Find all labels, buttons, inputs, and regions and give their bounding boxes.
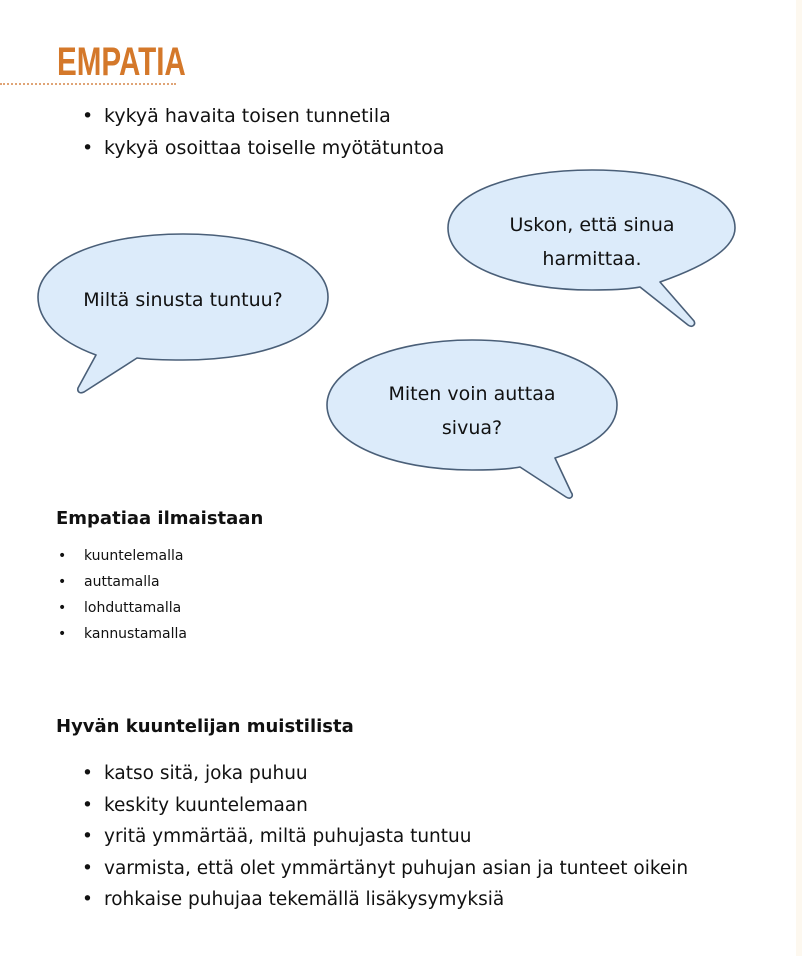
checklist-item: • keskity kuuntelemaan bbox=[82, 790, 688, 822]
bubble-2-line: Uskon, että sinua bbox=[509, 214, 675, 236]
checklist-heading: Hyvän kuuntelijan muistilista bbox=[56, 716, 354, 737]
expression-item: • lohduttamalla bbox=[58, 595, 187, 621]
checklist-item: • varmista, että olet ymmärtänyt puhujan asian ja tunteet oikein bbox=[82, 853, 688, 885]
expression-item: • auttamalla bbox=[58, 569, 187, 595]
bubble-3-line: Miten voin auttaa bbox=[388, 383, 556, 405]
definition-item: • kykyä osoittaa toiselle myötätuntoa bbox=[82, 132, 444, 164]
checklist-item: • katso sitä, joka puhuu bbox=[82, 758, 688, 790]
expression-list bbox=[58, 543, 187, 647]
bubble-1-line: Miltä sinusta tuntuu? bbox=[83, 289, 283, 311]
page-title: EMPATIA bbox=[57, 40, 186, 84]
checklist-item: • yritä ymmärtää, miltä puhujasta tuntuu bbox=[82, 821, 688, 853]
bubble-2-line: harmittaa. bbox=[542, 248, 642, 270]
checklist bbox=[82, 758, 688, 916]
bubble-3-line: sivua? bbox=[441, 417, 503, 439]
expression-item: • kuuntelemalla bbox=[58, 543, 187, 569]
bubble-3-text bbox=[338, 377, 606, 445]
bubble-2-text bbox=[458, 208, 726, 276]
expression-item: • kannustamalla bbox=[58, 621, 187, 647]
definition-item: • kykyä havaita toisen tunnetila bbox=[82, 100, 444, 132]
bubble-1-text bbox=[48, 283, 318, 317]
expression-heading: Empatiaa ilmaistaan bbox=[56, 508, 264, 529]
checklist-item: • rohkaise puhujaa tekemällä lisäkysymyksiä bbox=[82, 884, 688, 916]
